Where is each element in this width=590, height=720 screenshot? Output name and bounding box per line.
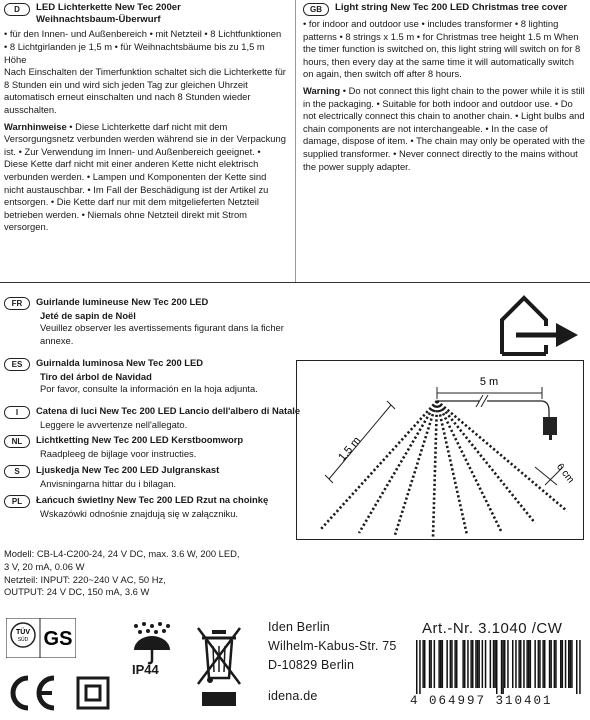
tree-cover-drawing	[297, 361, 582, 537]
barcode-bar	[464, 640, 466, 688]
barcode-bar	[550, 640, 552, 688]
english-warning-text: • Do not connect this light chain to the power while it is still in the packaging. • Suitable for both indoor and outdoor use. • Do not electrically connect this chain to another chain. • Light bulbs and chain components are not interchangeable. • In the case of damage, dispose of item. • The chain may only be operated with the supplied transformer. • Never connect directly to the mains without the power supply adapter.	[303, 84, 585, 172]
barcode-bar	[478, 640, 480, 688]
german-header	[4, 2, 286, 26]
light-string	[359, 401, 437, 533]
barcode-bar	[485, 640, 487, 688]
english-features: • for indoor and outdoor use • includes transformer • 8 lighting patterns • 8 strings x 1.5 m • for Christmas tree height 1.5 m When the timer function is switched on, this light string will switch on for 8 hours, then every day at the same time it will automatically switch on again, then switch off after 8 hours.	[303, 18, 581, 80]
language-badge-se: S	[4, 465, 30, 478]
barcode-bar	[440, 640, 442, 688]
language-badge-nl: NL	[4, 435, 30, 448]
es-sub: Por favor, consulte la información en la hoja adjunta.	[40, 383, 258, 395]
barcode-bar	[502, 640, 504, 694]
barcode-bar	[520, 640, 522, 688]
barcode-bar	[560, 640, 562, 688]
barcode-bar	[549, 640, 551, 688]
column-divider	[295, 0, 296, 282]
light-string	[433, 401, 437, 537]
barcode-bar	[493, 640, 495, 688]
language-badge-es: ES	[4, 358, 30, 371]
lang-se	[4, 464, 294, 490]
label-15m: 1.5 m	[336, 434, 364, 464]
specifications	[4, 548, 240, 599]
barcode-bar	[424, 640, 426, 688]
strings-group	[321, 401, 567, 537]
barcode-bar	[501, 640, 503, 694]
svg-text:SÜD: SÜD	[17, 637, 29, 643]
nl-sub: Raadpleeg de bijlage voor instructies.	[40, 448, 197, 459]
lang-fr	[4, 296, 284, 347]
barcode-bar	[429, 640, 431, 688]
spec-line-2: 3 V, 20 mA, 0.06 W	[4, 560, 85, 572]
barcode-bar	[555, 640, 557, 688]
ce-mark-icon	[6, 674, 58, 712]
barcode-bar	[515, 640, 517, 688]
barcode-bar	[467, 640, 469, 688]
spec-line-3: Netzteil: INPUT: 220~240 V AC, 50 Hz,	[4, 573, 166, 585]
svg-text:TÜV: TÜV	[16, 629, 30, 636]
tuv-gs-mark	[6, 618, 76, 658]
product-diagram	[296, 360, 584, 540]
barcode-bar	[523, 640, 525, 688]
indoor-outdoor-icon	[494, 290, 582, 356]
barcode-bar	[526, 640, 528, 688]
language-badge-gb: GB	[303, 3, 329, 16]
barcode-bar	[571, 640, 573, 688]
pl-title: Łańcuch świetlny New Tec 200 LED Rzut na choinkę	[36, 494, 269, 505]
barcode-bar	[542, 640, 544, 688]
barcode-bar	[568, 640, 570, 688]
barcode-bar	[482, 640, 484, 688]
fr-sub: Veuillez observer les avertissements figurant dans la ficher annexe.	[40, 322, 284, 346]
barcode-bar	[446, 640, 448, 688]
company-city: D-10829 Berlin	[268, 658, 355, 672]
label-5m: 5 m	[479, 376, 499, 388]
company-street: Wilhelm-Kabus-Str. 75	[268, 639, 397, 653]
barcode-bar	[565, 640, 567, 688]
ip-rating: IP44	[132, 662, 159, 677]
barcode-bar	[507, 640, 509, 688]
plug	[543, 417, 557, 435]
fr-title2: Jeté de sapin de Noël	[40, 310, 136, 321]
barcode-bar	[576, 640, 578, 694]
fr-title: Guirlande lumineuse New Tec 200 LED	[36, 296, 209, 307]
english-header	[303, 2, 585, 16]
german-timer: Nach Einschalten der Timerfunktion schaltet sich die Lichterkette für 8 Stunden ein und wird sich jeden Tag zur gleichen Uhrzeit automatisch erneut einschalten und nach 8 Stunden wieder ausschalten.	[4, 66, 286, 115]
barcode-bar	[530, 640, 532, 688]
german-features: • für den Innen- und Außenbereich • mit Netzteil • 8 Lichtfunktionen • 8 Lichtgirlanden je 1,5 m • für Weihnachtsbäume bis zu 1,5 m Höhe	[4, 28, 282, 65]
barcode-bar	[539, 640, 541, 688]
barcode-bar	[579, 640, 581, 694]
barcode-bar	[462, 640, 464, 688]
language-badge-pl: PL	[4, 495, 30, 508]
language-badge-de: D	[4, 3, 30, 16]
article-number: Art.-Nr. 3.1040 /CW	[422, 620, 563, 637]
barcode-number: 4 064997 310401	[410, 694, 553, 708]
section-divider	[0, 282, 590, 283]
nl-title: Lichtketting New Tec 200 LED Kerstboomworp	[36, 434, 244, 445]
barcode-bar	[538, 640, 540, 688]
lang-nl	[4, 434, 294, 460]
lang-pl	[4, 494, 304, 520]
es-title: Guirnalda luminosa New Tec 200 LED	[36, 357, 204, 368]
german-section	[4, 2, 286, 234]
barcode-bar	[562, 640, 564, 688]
barcode-bar	[451, 640, 453, 688]
barcode-bar	[416, 640, 418, 694]
barcode-bar	[450, 640, 452, 688]
german-warning-heading: Warnhinweise	[4, 120, 67, 132]
language-badge-it: I	[4, 406, 30, 419]
company-website: idena.de	[268, 689, 318, 703]
barcode-bar	[477, 640, 479, 688]
german-warning-text: • Diese Lichterkette darf nicht mit dem Versorgungsnetz verbunden werden während sie in der Verpackung ist. • Zur Verwendung im Innen- und Außenbereich geeignet. • Diese Kette darf nicht mit einer anderen Kette nicht elektrisch verbunden werden. • Lampen und Komponenten der Kette sind nicht austauschbar. • Im Fall der Beschädigung ist der Artikel zu entsorgen. • Die Kette darf nur mit dem mitgelieferten Netzteil betrieben werden. • Niemals ohne Netzteil direkt mit Strom versorgen.	[4, 120, 286, 233]
german-warning	[4, 121, 286, 234]
barcode-bar	[518, 640, 520, 688]
double-insulation-icon	[76, 676, 110, 710]
barcode-bar	[528, 640, 530, 688]
barcode-bar	[419, 640, 421, 694]
barcode-bar	[494, 640, 496, 688]
svg-text:GS: GS	[43, 628, 73, 650]
barcode-bar	[434, 640, 436, 688]
barcode-bar	[544, 640, 546, 688]
english-section	[303, 2, 585, 173]
spec-line-1: Modell: CB-L4-C200-24, 24 V DC, max. 3.6 W, 200 LED,	[4, 548, 240, 559]
light-string	[437, 401, 535, 523]
barcode-bar	[512, 640, 514, 688]
barcode-bar	[470, 640, 472, 688]
company-address	[268, 618, 397, 706]
german-title: LED Lichterkette New Tec 200er Weihnachtsbaum-Überwurf	[36, 2, 181, 26]
barcode-bar	[456, 640, 458, 688]
lang-es	[4, 357, 294, 396]
barcode-bar	[472, 640, 474, 688]
it-sub: Leggere le avvertenze nell'allegato.	[40, 419, 188, 430]
barcode-bar	[496, 640, 498, 694]
barcode-bar	[475, 640, 477, 688]
barcode-bar	[504, 640, 506, 688]
pl-sub: Wskazówki odnośnie znajdują się w załączniku.	[40, 508, 239, 519]
se-title: Ljuskedja New Tec 200 LED Julgranskast	[36, 464, 220, 475]
language-badge-fr: FR	[4, 297, 30, 310]
it-title: Catena di luci New Tec 200 LED Lancio dell'albero di Natale	[36, 405, 301, 416]
power-cable	[437, 401, 549, 419]
barcode	[410, 640, 586, 696]
es-title2: Tiro del árbol de Navidad	[40, 371, 152, 382]
english-title: Light string New Tec 200 LED Christmas tree cover	[335, 2, 568, 13]
english-warning	[303, 85, 585, 173]
label-6cm: 6 cm	[553, 461, 576, 486]
barcode-bar	[570, 640, 572, 688]
company-name: Iden Berlin	[268, 620, 330, 634]
barcode-bar	[554, 640, 556, 688]
barcode-bar	[454, 640, 456, 688]
umbrella-rain-icon	[130, 622, 174, 666]
light-string	[321, 401, 437, 529]
light-string	[395, 401, 437, 535]
english-warning-heading: Warning	[303, 84, 341, 96]
barcode-bar	[430, 640, 432, 688]
lang-it	[4, 405, 324, 431]
light-string	[437, 401, 501, 531]
spec-line-4: OUTPUT: 24 V DC, 150 mA, 3.6 W	[4, 586, 150, 598]
barcode-bar	[422, 640, 424, 688]
barcode-bar	[490, 640, 492, 688]
barcode-bar	[442, 640, 444, 688]
barcode-bar	[534, 640, 536, 688]
se-sub: Anvisningarna hittar du i bilagan.	[40, 478, 177, 489]
weee-bin-icon	[196, 626, 242, 714]
barcode-bar	[438, 640, 440, 688]
